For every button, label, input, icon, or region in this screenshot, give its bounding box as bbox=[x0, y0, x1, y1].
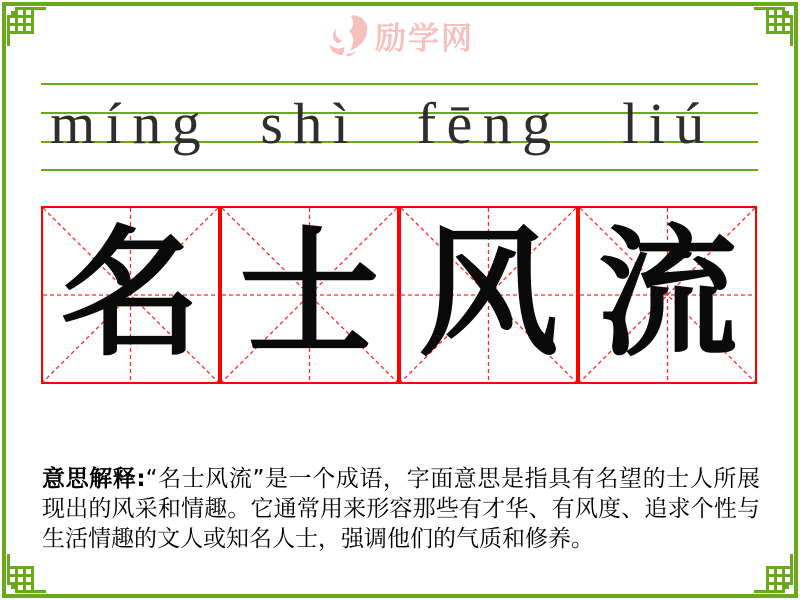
pinyin-row bbox=[41, 83, 758, 165]
mizige-box bbox=[399, 206, 578, 384]
hanzi-character: 流 bbox=[597, 213, 738, 376]
meaning-explanation-label: 意思解释: bbox=[42, 466, 146, 492]
meaning-explanation bbox=[42, 464, 760, 554]
pinyin-syllable: liú bbox=[622, 91, 715, 156]
corner-ornament-icon bbox=[754, 554, 793, 593]
corner-ornament-icon bbox=[7, 7, 46, 46]
hanzi-character: 士 bbox=[239, 213, 380, 376]
pinyin-syllable: míng bbox=[50, 91, 212, 156]
pinyin-rule-line bbox=[41, 169, 758, 171]
mizige-box bbox=[578, 206, 757, 384]
hanzi-character: 名 bbox=[60, 213, 201, 376]
pinyin-syllable: shì bbox=[260, 91, 360, 156]
mizige-box bbox=[220, 206, 399, 384]
hanzi-character: 风 bbox=[418, 213, 559, 376]
mizige-box bbox=[41, 206, 220, 384]
pinyin-four-line-grid bbox=[41, 83, 758, 171]
pinyin-syllable: fēng bbox=[416, 91, 562, 156]
character-grid-row bbox=[41, 206, 757, 384]
site-logo bbox=[326, 12, 474, 58]
meaning-explanation-body: “名士风流”是一个成语，字面意思是指具有名望的士人所展现出的风采和情趣。它通常用来形容那些有才华、有风度、追求个性与生活情趣的文人或知名人士，强调他们的气质和修养。 bbox=[42, 466, 760, 552]
fox-swirl-icon bbox=[326, 12, 370, 58]
corner-ornament-icon bbox=[7, 554, 46, 593]
corner-ornament-icon bbox=[754, 7, 793, 46]
site-logo-text: 励学网 bbox=[375, 20, 474, 57]
